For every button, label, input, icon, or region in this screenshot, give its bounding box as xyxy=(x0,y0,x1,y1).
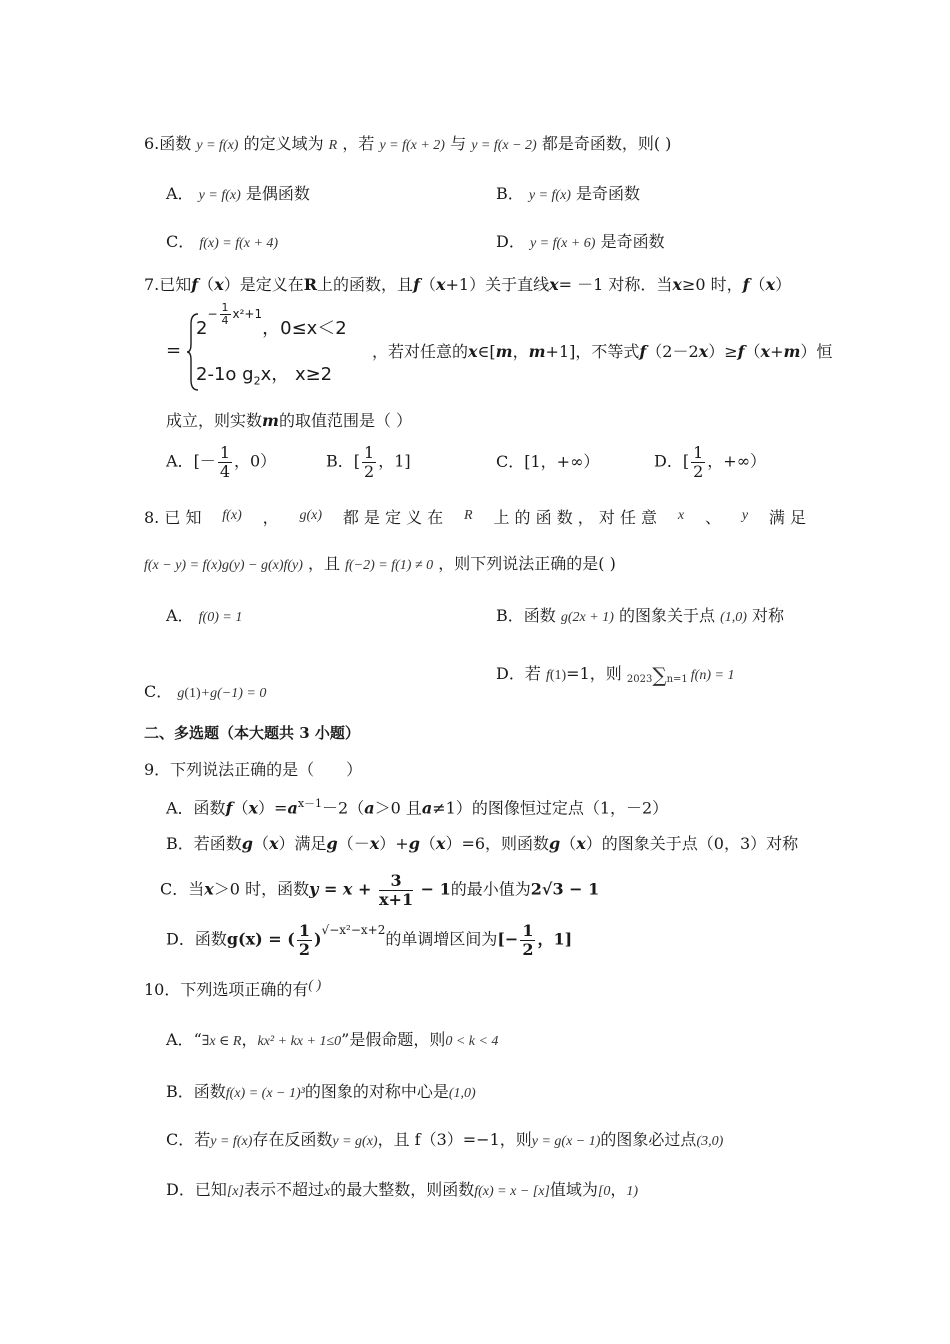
text: （ xyxy=(419,275,436,294)
exp-rest: x²+1 xyxy=(232,307,263,322)
option-text: 的图象必过点 xyxy=(600,1130,697,1149)
option-fraction xyxy=(218,444,232,480)
math-expression: [− xyxy=(497,929,519,949)
text: （－ xyxy=(337,834,370,853)
math-x: x xyxy=(369,834,380,853)
q6-text: ，若 xyxy=(342,134,375,153)
text: （ xyxy=(749,275,766,294)
q10-option-a xyxy=(166,1030,498,1051)
math-f: f xyxy=(225,798,233,818)
math-y: y xyxy=(741,508,749,523)
text: 上 的 函 数 ， 对 任 意 xyxy=(493,508,658,527)
q6-option-b xyxy=(496,184,640,205)
option-math: (1) xyxy=(184,686,201,701)
math-x: x xyxy=(468,342,478,361)
math-gx: g(x) xyxy=(299,508,322,523)
option-text: 对称 xyxy=(752,606,785,625)
denominator: 4 xyxy=(219,461,230,481)
q9-stem: 9．下列说法正确的是（ ） xyxy=(144,760,363,779)
math-value: 2√3 − 1 xyxy=(530,879,600,899)
text: 的取值范围是（ ） xyxy=(278,411,413,430)
math-x: x xyxy=(204,879,214,899)
option-text: 存在反函数 xyxy=(252,1130,333,1149)
option-math: y = f(x + 6) xyxy=(529,236,596,251)
option-text: 的最大整数，则函数 xyxy=(330,1180,475,1199)
q7-option-b xyxy=(326,444,411,480)
math-fraction xyxy=(379,872,413,908)
denominator: 2 xyxy=(364,461,375,481)
math-expression: − 1 xyxy=(415,879,451,899)
q10-stem xyxy=(144,980,321,1001)
math-x: x xyxy=(435,275,446,294)
option-math: y = g(x − 1) xyxy=(531,1134,601,1149)
option-text: ”是假命题，则 xyxy=(341,1030,446,1049)
q9-option-b xyxy=(166,834,798,853)
text: ， xyxy=(262,508,279,527)
text: 7.已知 xyxy=(144,275,192,294)
text: 10．下列选项正确的有 xyxy=(144,980,309,999)
option-label: D． xyxy=(654,451,683,471)
option-math: +g(−1) = 0 xyxy=(200,686,267,701)
answer-parens: ( ) xyxy=(308,978,322,993)
math-fraction xyxy=(520,922,535,958)
text: ）+ xyxy=(379,834,409,853)
text: 都 是 定 义 在 xyxy=(342,508,444,527)
text: （ xyxy=(252,834,269,853)
numerator: 1 xyxy=(298,921,310,940)
option-math: f(x) = x − [x] xyxy=(474,1184,550,1199)
text: ≠1）的图像恒过定点（1，－2） xyxy=(432,798,669,818)
option-label: B． xyxy=(496,606,524,625)
q9-option-a xyxy=(166,797,668,818)
option-label: B． xyxy=(496,184,524,203)
option-math: x xyxy=(324,1184,331,1199)
q9-option-d xyxy=(166,922,572,958)
option-math: (1,0) xyxy=(448,1086,476,1101)
option-label: C． xyxy=(166,1130,195,1149)
piece1-condition: ，0≤x＜2 xyxy=(262,318,347,340)
math-f: f xyxy=(742,275,750,294)
option-text: 函数 xyxy=(523,606,556,625)
q8-stem-line2 xyxy=(144,554,616,575)
option-label: D． xyxy=(166,1180,195,1199)
q6-math-f-x-plus-2: y = f(x + 2) xyxy=(379,138,445,153)
option-text: ，且 f（3）=−1，则 xyxy=(377,1130,532,1149)
option-math: y = f(x) xyxy=(198,188,241,203)
denominator: 2 xyxy=(522,939,534,959)
option-fraction xyxy=(362,444,376,480)
exponent: √−x²−x+2 xyxy=(321,923,386,938)
option-math: [0 xyxy=(597,1184,611,1199)
option-label: A． xyxy=(166,184,194,203)
option-text: 是偶函数 xyxy=(245,184,310,203)
math-x: x xyxy=(698,342,709,361)
option-math: f(0) = 1 xyxy=(198,610,243,625)
option-text: 值域为 xyxy=(549,1180,598,1199)
math-g: g xyxy=(326,834,338,853)
option-label: B． xyxy=(166,1082,194,1101)
option-math: y = f(x) xyxy=(528,188,571,203)
text: ）≥ xyxy=(708,342,738,361)
math-x: x xyxy=(576,834,586,853)
math-m: m xyxy=(495,342,513,361)
numerator: 3 xyxy=(379,872,413,891)
math-r: R xyxy=(464,508,473,523)
math-m: m xyxy=(528,342,546,361)
math-x: x xyxy=(765,275,776,294)
option-fraction xyxy=(691,444,705,480)
option-text: ， xyxy=(610,1180,627,1199)
exp-sign: − xyxy=(207,307,218,322)
numerator: 1 xyxy=(364,443,375,462)
text: ）=6，则函数 xyxy=(445,834,550,853)
text: （ xyxy=(419,834,436,853)
q6-math-y-fx: y = f(x) xyxy=(196,138,239,153)
exp-fraction xyxy=(220,302,231,327)
text: C．当 xyxy=(160,879,205,899)
text: ）= xyxy=(258,798,288,818)
q6-option-a xyxy=(166,184,310,205)
piece2-log-base: 2 xyxy=(253,374,261,388)
math-f: f xyxy=(737,342,745,361)
math-expression: ，1] xyxy=(537,929,573,949)
text: 满 足 xyxy=(768,508,806,527)
math-x: x xyxy=(435,834,446,853)
sigma-icon: ∑ xyxy=(652,662,667,687)
math-expression: y = x + xyxy=(309,879,378,899)
q6-math-f-x-minus-2: y = f(x − 2) xyxy=(471,138,537,153)
text: + xyxy=(770,342,784,361)
option-math: kx² + kx + 1≤0 xyxy=(257,1034,342,1049)
option-label: C． xyxy=(166,232,195,251)
text: ）是定义在 xyxy=(223,275,304,294)
option-label: C． xyxy=(496,452,525,471)
option-text: [－ xyxy=(193,451,216,471)
option-math: y = f(x) xyxy=(210,1134,253,1149)
sum-upper: 2023 xyxy=(626,673,653,685)
math-m: m xyxy=(262,411,279,430)
math-x: x xyxy=(268,834,279,853)
option-math: y = g(x) xyxy=(332,1134,378,1149)
option-text: ，+∞） xyxy=(707,451,767,471)
section-title: 二、多选题（本大题共 3 小题） xyxy=(144,724,360,742)
option-label: D． xyxy=(496,664,525,683)
math-f: f xyxy=(191,275,199,294)
q7-option-c xyxy=(496,452,599,471)
option-text: ，0） xyxy=(234,451,277,471)
option-math: (3,0) xyxy=(696,1134,724,1149)
math-condition: f(−2) = f(1) ≠ 0 xyxy=(345,558,434,573)
math-a: a xyxy=(364,798,375,818)
option-text: 的图象关于点 xyxy=(618,606,715,625)
q10-option-d xyxy=(166,1180,638,1201)
numerator: 1 xyxy=(219,443,230,462)
option-label: B． xyxy=(326,451,354,471)
math-x: x xyxy=(677,508,685,523)
option-text: 函数 xyxy=(193,1082,226,1101)
q10-option-c xyxy=(166,1130,723,1151)
text: ，且 xyxy=(308,554,341,573)
q7-condition xyxy=(372,342,832,361)
piece2-x: x xyxy=(260,364,272,385)
option-text: =1，则 xyxy=(566,664,622,683)
q7-option-d xyxy=(654,444,766,480)
math-g: g xyxy=(408,834,420,853)
math-a: a xyxy=(421,798,433,818)
text: ， xyxy=(512,342,529,361)
math-x: x xyxy=(672,275,682,294)
math-fraction xyxy=(297,922,312,958)
option-label: D． xyxy=(496,232,525,251)
option-text: 若 xyxy=(524,664,541,683)
math-x: x xyxy=(214,275,224,294)
text: +1）关于直线 xyxy=(445,275,550,294)
text: ）的图象关于点（0，3）对称 xyxy=(585,834,799,853)
math-x: x xyxy=(248,798,259,818)
option-text: 表示不超过 xyxy=(243,1180,324,1199)
q7-stem-line3 xyxy=(166,411,412,430)
sum-lower: n=1 xyxy=(666,673,688,685)
text: B．若函数 xyxy=(166,834,242,853)
option-text: “ xyxy=(193,1030,202,1049)
q7-piece-2 xyxy=(196,364,332,388)
text: ≥0 时， xyxy=(681,275,743,294)
text: ，若对任意的 xyxy=(372,342,469,361)
option-text: ，1] xyxy=(378,451,411,471)
text: 成立，则实数 xyxy=(166,411,263,430)
math-f: f xyxy=(413,275,420,294)
option-math: f(n) = 1 xyxy=(690,668,735,683)
q10-option-b xyxy=(166,1082,476,1103)
option-math: 0 < k < 4 xyxy=(445,1034,499,1049)
option-text: [1，+∞） xyxy=(524,452,600,471)
q6-math-r: R xyxy=(328,138,338,153)
q6-number: 6. xyxy=(144,134,160,153)
option-math: ∃x ∈ R xyxy=(201,1034,242,1049)
option-math: 1) xyxy=(626,1184,639,1199)
option-label: A． xyxy=(166,1030,194,1049)
text: = －1 对称．当 xyxy=(558,275,673,294)
q7-piece-1 xyxy=(196,301,347,343)
math-functional-equation: f(x − y) = f(x)g(y) − g(x)f(y) xyxy=(144,558,303,573)
denominator: 4 xyxy=(221,314,229,328)
q8-option-a xyxy=(166,606,242,627)
numerator: 1 xyxy=(522,921,534,940)
math-m: m xyxy=(783,342,801,361)
option-math: f(x) = f(x + 4) xyxy=(199,236,279,251)
option-math: (1) xyxy=(549,668,567,683)
option-math: g xyxy=(177,686,185,701)
option-text: 是奇函数 xyxy=(576,184,641,203)
option-label: A． xyxy=(166,606,194,625)
math-f: f xyxy=(639,342,647,361)
q6-option-c xyxy=(166,232,278,253)
q6-text: 的定义域为 xyxy=(243,134,324,153)
text: 的最小值为 xyxy=(450,879,531,899)
math-expression: g(x) = ( xyxy=(226,929,295,949)
text: －2（ xyxy=(322,798,365,818)
text: A．函数 xyxy=(166,798,226,818)
math-a: a xyxy=(287,798,298,818)
math-x: x xyxy=(549,275,559,294)
option-math: [x] xyxy=(226,1184,244,1199)
summation xyxy=(626,662,688,687)
numerator: 1 xyxy=(221,301,229,314)
q7-option-a xyxy=(166,444,276,480)
text: D．函数 xyxy=(166,929,227,949)
option-math: f(x) = (x − 1)³ xyxy=(225,1086,305,1101)
option-math: (1,0) xyxy=(720,610,747,625)
math-r: R xyxy=(303,275,318,294)
option-label: A． xyxy=(166,451,194,471)
option-text: [ xyxy=(682,451,690,471)
text: ，则下列说法正确的是( ) xyxy=(438,554,616,573)
piece1-base: 2 xyxy=(196,318,208,340)
text: ∈[ xyxy=(477,342,496,361)
text: 上的函数，且 xyxy=(317,275,414,294)
piece1-exponent xyxy=(207,301,263,328)
denominator: 2 xyxy=(693,461,704,481)
q8-stem-line1 xyxy=(144,508,806,527)
math-fx: f(x) xyxy=(222,508,242,523)
denominator: 2 xyxy=(298,939,310,959)
q7-stem-line1 xyxy=(144,275,791,294)
q6-text: 与 xyxy=(450,134,467,153)
numerator: 1 xyxy=(693,443,704,462)
option-text: 已知 xyxy=(194,1180,227,1199)
math-expression: ) xyxy=(313,929,322,949)
piece2-condition: ， x≥2 xyxy=(271,364,333,385)
text: ） xyxy=(775,275,792,294)
text: +1]，不等式 xyxy=(545,342,640,361)
text: ）恒 xyxy=(800,342,833,361)
denominator: x+1 xyxy=(379,889,414,909)
q8-option-d xyxy=(496,664,734,685)
text: ＞0 时，函数 xyxy=(213,879,310,899)
q9-option-c xyxy=(160,872,599,908)
math-x: x xyxy=(760,342,771,361)
text: （ xyxy=(744,342,761,361)
option-text: ， xyxy=(241,1030,258,1049)
option-math: f xyxy=(545,668,550,683)
q8-option-c xyxy=(144,682,266,703)
text: （ xyxy=(198,275,215,294)
exponent: x－1 xyxy=(297,797,323,810)
option-text: 是奇函数 xyxy=(600,232,665,251)
text: ）满足 xyxy=(278,834,327,853)
option-label: C． xyxy=(144,682,173,701)
text: （ xyxy=(560,834,577,853)
math-g: g xyxy=(241,834,253,853)
q6-text: 都是奇函数，则( ) xyxy=(541,134,672,153)
q6-stem xyxy=(144,134,671,155)
option-text: 的图象的对称中心是 xyxy=(304,1082,449,1101)
text: 、 xyxy=(704,508,721,527)
option-math: g(2x + 1) xyxy=(560,610,614,625)
text: （2－2 xyxy=(646,342,699,361)
text: （ xyxy=(232,798,249,818)
text: 的单调增区间为 xyxy=(385,929,498,949)
math-g: g xyxy=(549,834,561,853)
text: 8. 已 知 xyxy=(144,508,202,527)
q8-option-b xyxy=(496,606,784,627)
option-text: [ xyxy=(353,451,361,471)
q6-option-d xyxy=(496,232,665,253)
q7-equals-sign: = xyxy=(166,340,182,361)
piece2-expr: 2-1o g xyxy=(196,364,254,385)
text: ＞0 且 xyxy=(374,798,422,818)
option-text: 若 xyxy=(194,1130,211,1149)
q6-text: 函数 xyxy=(159,134,192,153)
